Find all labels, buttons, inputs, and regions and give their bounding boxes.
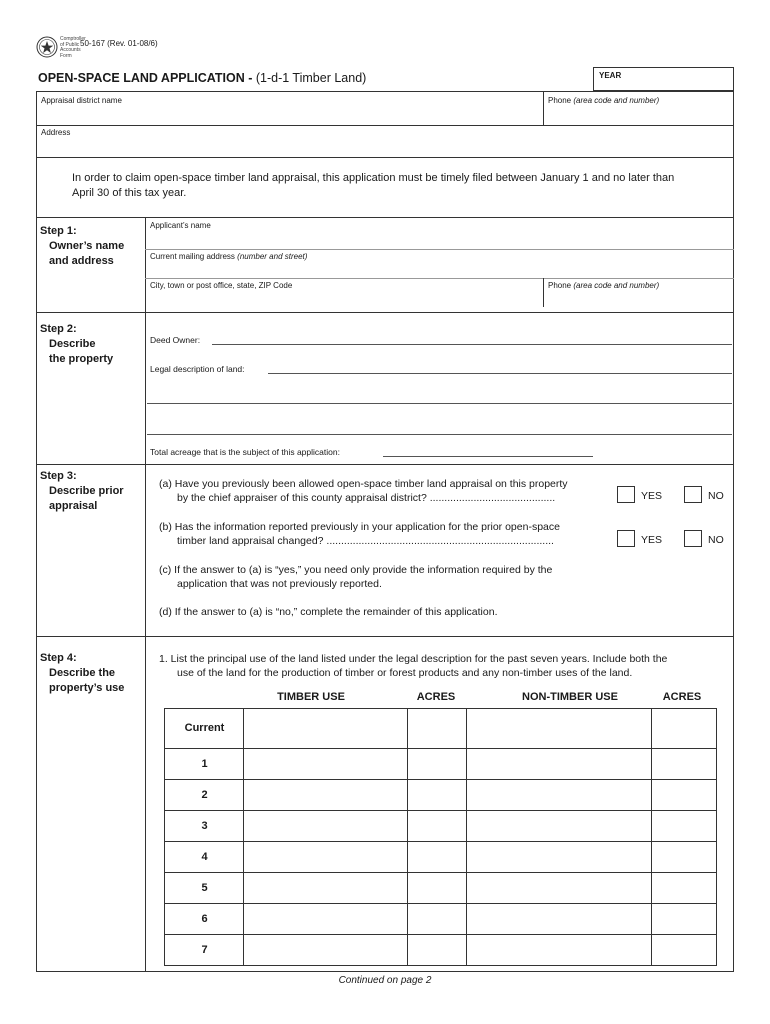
deed-owner-input[interactable] <box>212 331 732 345</box>
header-acres-timber: ACRES <box>416 691 456 703</box>
question-b-no-label: NO <box>708 534 724 546</box>
deed-owner-label: Deed Owner: <box>150 335 201 345</box>
question-a-no-label: NO <box>708 490 724 502</box>
non-timber-use-input[interactable] <box>466 810 652 842</box>
appraisal-district-input[interactable] <box>37 108 542 124</box>
table-row-label-cell <box>164 903 244 935</box>
step3-heading: Step 3: Describe prior appraisal <box>40 470 124 512</box>
header-acres-non-timber: ACRES <box>662 691 702 703</box>
continued-note: Continued on page 2 <box>338 975 432 986</box>
non-timber-acres-input[interactable] <box>651 934 717 966</box>
table-row-label-cell <box>164 841 244 873</box>
comptroller-seal <box>36 36 58 58</box>
timber-use-input[interactable] <box>243 841 408 873</box>
year-label: YEAR <box>599 71 622 80</box>
legal-description-input[interactable] <box>268 360 732 374</box>
address-input[interactable] <box>37 140 733 156</box>
table-row-label-cell <box>164 779 244 811</box>
non-timber-use-input[interactable] <box>466 934 652 966</box>
non-timber-acres-input[interactable] <box>651 810 717 842</box>
table-row-label: 3 <box>201 819 208 832</box>
timber-acres-input[interactable] <box>407 841 467 873</box>
table-row-label: 7 <box>201 943 208 956</box>
year-field[interactable] <box>593 67 734 91</box>
non-timber-use-input[interactable] <box>466 903 652 935</box>
table-row-label: 4 <box>201 850 208 863</box>
timber-acres-input[interactable] <box>407 872 467 904</box>
timber-use-input[interactable] <box>243 903 408 935</box>
applicant-phone-input[interactable] <box>545 292 733 306</box>
question-b: (b) Has the information reported previously in your application for the prior open-space timber land appraisal changed? .............................................................................. <box>159 521 560 547</box>
legal-description-line-3[interactable] <box>147 411 732 435</box>
header-timber-use: TIMBER USE <box>277 691 345 703</box>
form-number: 50-167 (Rev. 01-08/6) <box>80 39 158 48</box>
table-row-label: 1 <box>201 757 208 770</box>
legal-description-label: Legal description of land: <box>150 364 245 374</box>
table-row-label-cell <box>164 872 244 904</box>
timber-use-input[interactable] <box>243 810 408 842</box>
non-timber-acres-input[interactable] <box>651 779 717 811</box>
question-b-no-checkbox[interactable] <box>684 530 702 547</box>
timber-acres-input[interactable] <box>407 934 467 966</box>
non-timber-acres-input[interactable] <box>651 708 717 749</box>
total-acreage-label: Total acreage that is the subject of this application: <box>150 447 340 457</box>
non-timber-use-input[interactable] <box>466 872 652 904</box>
question-a-yes-label: YES <box>641 490 663 502</box>
table-row-label: Current <box>184 722 225 734</box>
timber-acres-input[interactable] <box>407 748 467 780</box>
intro-text: In order to claim open-space timber land appraisal, this application must be timely filed between January 1 and no later than April 30 of this tax year. <box>72 172 675 199</box>
non-timber-use-input[interactable] <box>466 779 652 811</box>
question-a: (a) Have you previously been allowed open-space timber land appraisal on this property by the chief appraiser of this county appraisal district? ........................................... <box>159 478 568 504</box>
non-timber-acres-input[interactable] <box>651 841 717 873</box>
total-acreage-input[interactable] <box>383 443 593 457</box>
question-b-yes-checkbox[interactable] <box>617 530 635 547</box>
phone-label: Phone (area code and number) <box>548 96 660 105</box>
question-b-yes-label: YES <box>641 534 663 546</box>
table-row-label-cell <box>164 810 244 842</box>
timber-acres-input[interactable] <box>407 708 467 749</box>
question-a-yes-checkbox[interactable] <box>617 486 635 503</box>
non-timber-acres-input[interactable] <box>651 903 717 935</box>
appraisal-phone-input[interactable] <box>545 108 733 124</box>
timber-acres-input[interactable] <box>407 779 467 811</box>
timber-use-input[interactable] <box>243 779 408 811</box>
seal-text: Comptroller of Public Accounts Form <box>60 36 86 59</box>
table-row-label: 6 <box>201 912 208 925</box>
question-c: (c) If the answer to (a) is “yes,” you need only provide the information required by the application that was not previously reported. <box>159 564 553 590</box>
non-timber-use-input[interactable] <box>466 841 652 873</box>
question-a-no-checkbox[interactable] <box>684 486 702 503</box>
table-row-label-cell <box>164 934 244 966</box>
step2-heading: Step 2: Describe the property <box>40 323 114 365</box>
timber-use-input[interactable] <box>243 748 408 780</box>
form-title: OPEN-SPACE LAND APPLICATION - (1-d-1 Timber Land) <box>38 71 367 85</box>
legal-description-line-2[interactable] <box>147 385 732 404</box>
non-timber-use-input[interactable] <box>466 748 652 780</box>
header-non-timber-use: NON-TIMBER USE <box>522 691 618 703</box>
timber-use-input[interactable] <box>243 708 408 749</box>
timber-acres-input[interactable] <box>407 810 467 842</box>
step4-heading: Step 4: Describe the property’s use <box>40 652 125 694</box>
land-use-table <box>164 708 716 955</box>
city-state-zip-input[interactable] <box>147 292 541 306</box>
table-row-label: 2 <box>201 788 208 801</box>
non-timber-acres-input[interactable] <box>651 872 717 904</box>
step4-instruction: 1. List the principal use of the land listed under the legal description for the past seven years. Include both the use of the land for the production of timber or forest products and any non-timber uses of the land. <box>159 653 668 679</box>
city-state-zip-label: City, town or post office, state, ZIP Code <box>150 281 293 290</box>
mailing-address-input[interactable] <box>147 263 732 277</box>
non-timber-acres-input[interactable] <box>651 748 717 780</box>
applicant-name-label: Applicant’s name <box>150 221 211 230</box>
timber-acres-input[interactable] <box>407 903 467 935</box>
appraisal-district-label: Appraisal district name <box>41 96 122 105</box>
mailing-address-label: Current mailing address (number and street) <box>150 252 308 261</box>
table-row-label: 5 <box>201 881 208 894</box>
table-row-label-cell <box>164 708 244 749</box>
applicant-name-input[interactable] <box>147 232 732 248</box>
timber-use-input[interactable] <box>243 872 408 904</box>
table-row-label-cell <box>164 748 244 780</box>
applicant-phone-label: Phone (area code and number) <box>548 281 660 290</box>
step1-heading: Step 1: Owner’s name and address <box>40 225 125 267</box>
timber-use-input[interactable] <box>243 934 408 966</box>
non-timber-use-input[interactable] <box>466 708 652 749</box>
address-label: Address <box>41 128 71 137</box>
question-d: (d) If the answer to (a) is “no,” complete the remainder of this application. <box>159 606 498 618</box>
